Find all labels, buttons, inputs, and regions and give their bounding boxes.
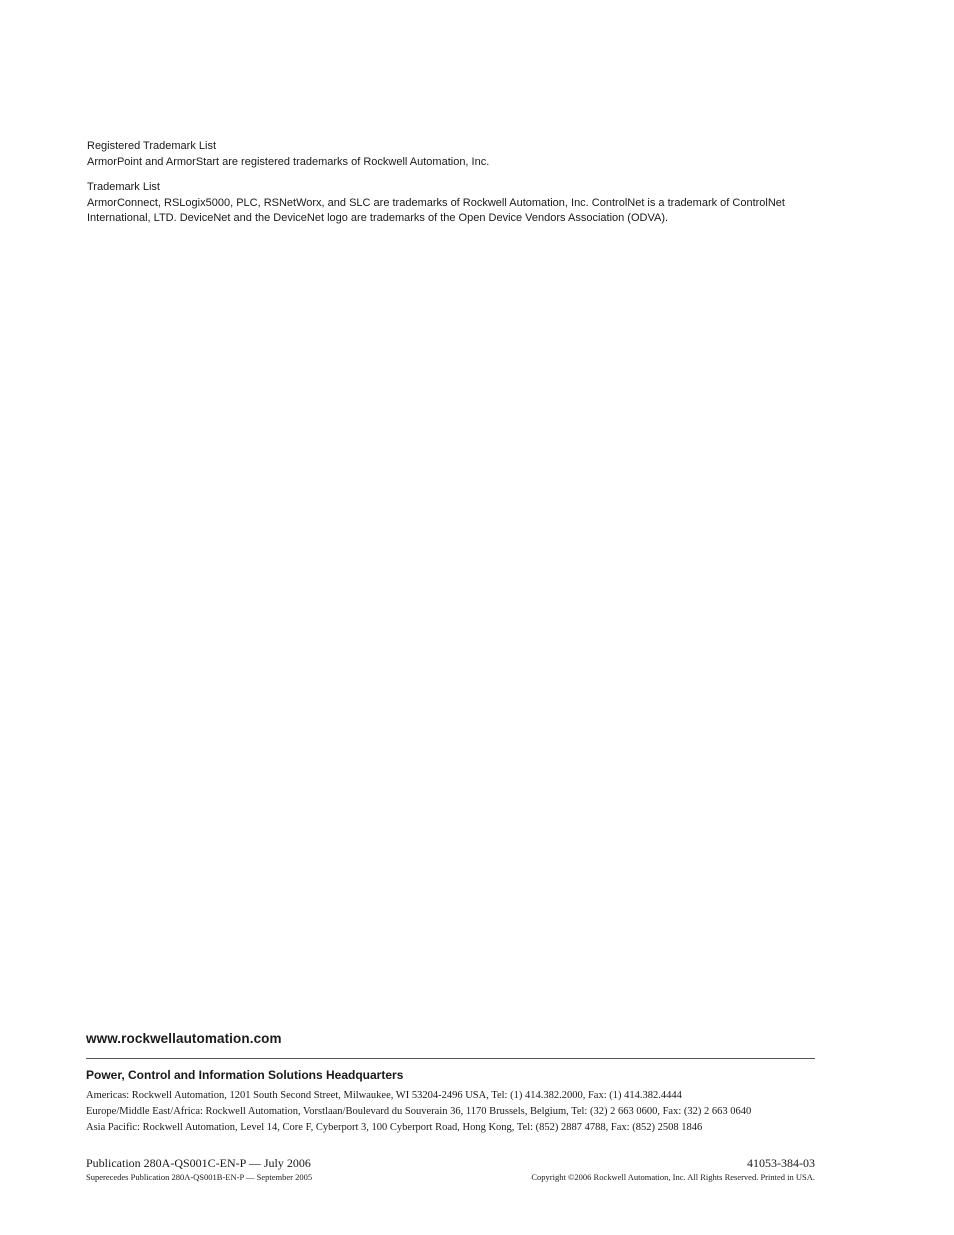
footer-divider [86,1058,815,1059]
registered-trademark-text: ArmorPoint and ArmorStart are registered trademarks of Rockwell Automation, Inc. [87,155,490,168]
headquarters-title: Power, Control and Information Solutions Headquarters [86,1068,404,1082]
part-number: 41053-384-03 [747,1156,815,1170]
registered-trademark-heading: Registered Trademark List [87,140,216,152]
address-asia-pacific: Asia Pacific: Rockwell Automation, Level 14, Core F, Cyberport 3, 100 Cyberport Road, Hong Kong, Tel: (852) 2887 4788, Fax: (852) 2508 1846 [86,1122,703,1133]
website-link[interactable]: www.rockwellautomation.com [86,1031,282,1046]
address-europe: Europe/Middle East/Africa: Rockwell Automation, Vorstlaan/Boulevard du Souverain 36, 1170 Brussels, Belgium, Tel: (32) 2 663 0600, Fax: (32) 2 663 0640 [86,1106,752,1117]
supersedes-note: Superecedes Publication 280A-QS001B-EN-P — September 2005 [86,1172,313,1182]
address-americas: Americas: Rockwell Automation, 1201 South Second Street, Milwaukee, WI 53204-2496 USA, Tel: (1) 414.382.2000, Fax: (1) 414.382.4444 [86,1090,682,1101]
trademark-section [87,180,847,227]
copyright-notice: Copyright ©2006 Rockwell Automation, Inc. All Rights Reserved. Printed in USA. [531,1172,815,1182]
trademark-heading: Trademark List [87,181,160,193]
registered-trademark-section [87,139,847,170]
publication-number: Publication 280A-QS001C-EN-P — July 2006 [86,1156,311,1170]
trademark-text: ArmorConnect, RSLogix5000, PLC, RSNetWorx, and SLC are trademarks of Rockwell Automation, Inc. ControlNet is a trademark of ControlNet International, LTD. DeviceNet and the DeviceNet logo are trademarks of the Open Device Vendors Association (ODVA). [87,196,785,224]
